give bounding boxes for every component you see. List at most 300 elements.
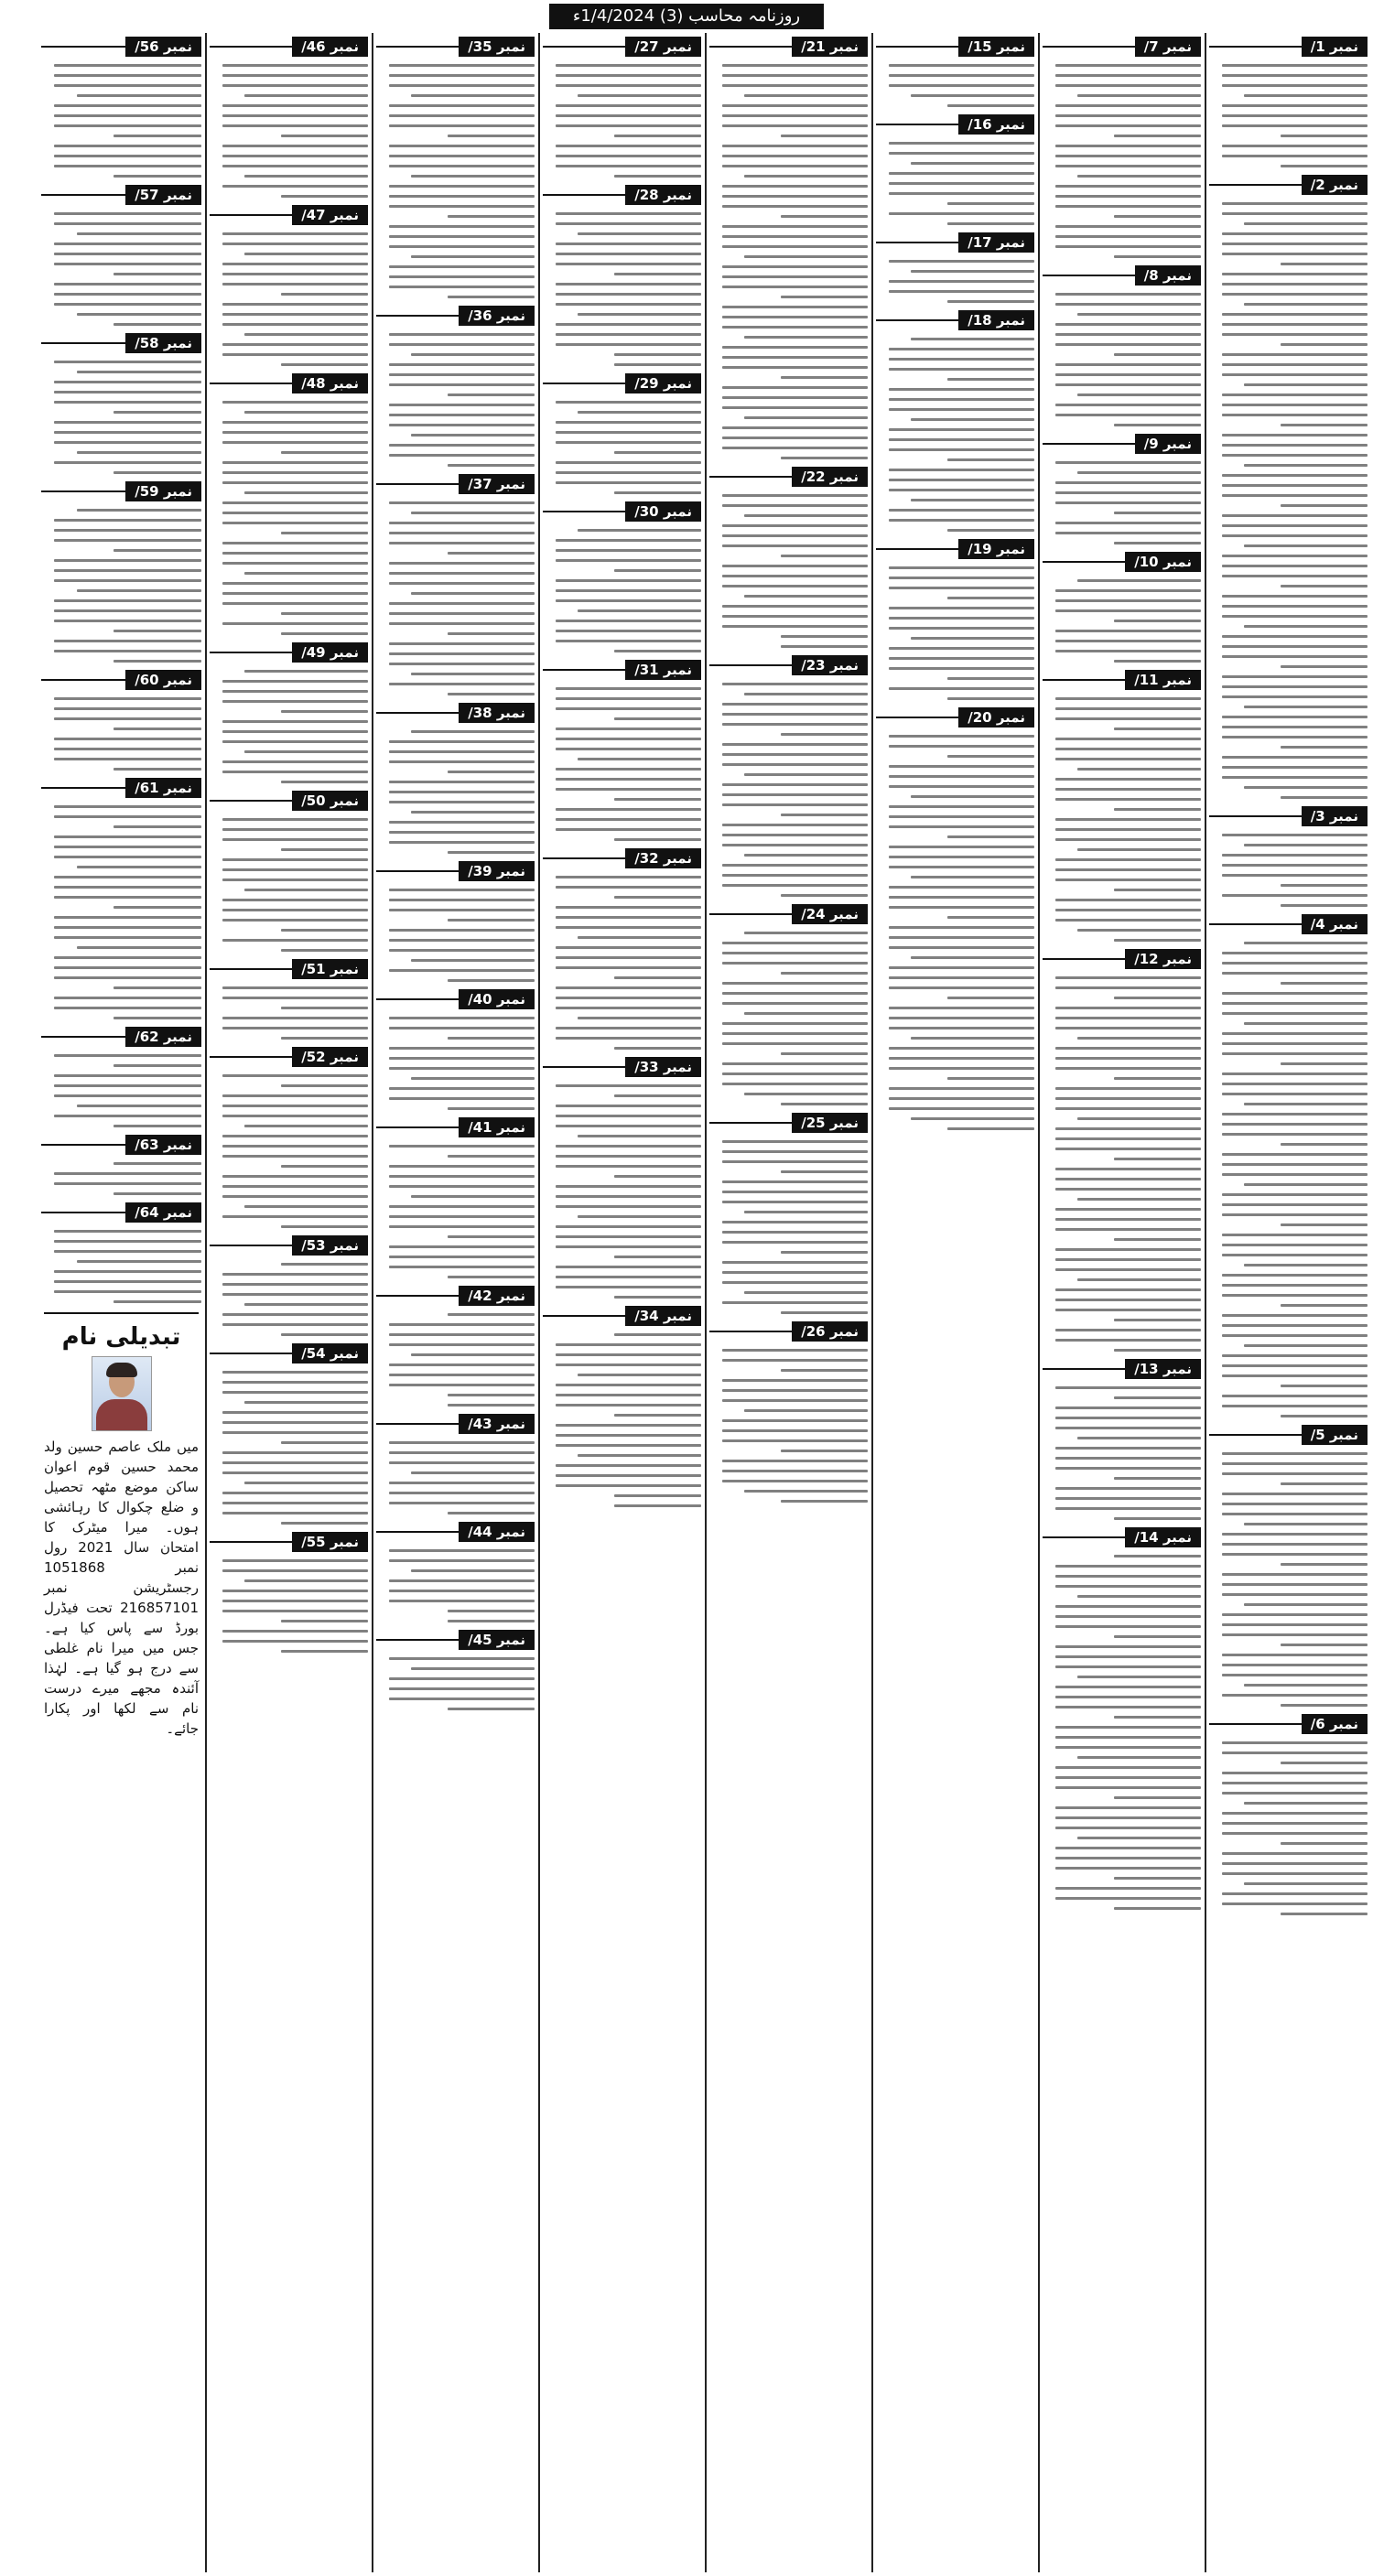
news-column [205,33,371,2572]
text-line [722,884,868,887]
item-text-block [41,64,201,178]
text-line [1222,1654,1368,1656]
text-line [54,431,201,434]
text-line [222,828,368,831]
text-line [54,1240,201,1243]
text-line [54,846,201,848]
text-line [389,404,535,406]
text-line [54,64,201,67]
news-item [41,185,201,326]
text-line [1281,1223,1368,1226]
news-item [1043,1359,1201,1520]
text-line [1222,1902,1368,1905]
text-line [1055,1248,1201,1251]
text-line [889,946,1034,949]
text-line [947,677,1034,680]
item-label-bar [1043,265,1201,286]
text-line [1281,1062,1368,1065]
text-line [556,1394,701,1396]
text-line [77,94,202,97]
text-line [1055,1665,1201,1668]
text-line [1055,1107,1201,1110]
text-line [389,582,535,585]
applicant-photo [92,1356,152,1431]
text-line [614,1414,701,1417]
text-line [222,1371,368,1374]
text-line [614,838,701,841]
text-line [722,844,868,846]
text-line [1281,585,1368,587]
text-line [1222,434,1368,437]
item-label-bar [376,703,535,723]
text-line [556,1165,701,1168]
text-line [389,663,535,665]
text-line [1055,818,1201,821]
text-line [1077,1756,1201,1759]
label-rule [709,1122,792,1124]
text-line [1222,776,1368,779]
text-line [1055,899,1201,901]
text-line [222,155,368,157]
text-line [1222,1324,1368,1327]
text-line [54,165,201,167]
text-line [1281,665,1368,668]
text-line [1222,1364,1368,1367]
news-column [705,33,870,2572]
text-line [1055,74,1201,77]
item-label-bar [543,501,701,522]
text-line [1222,404,1368,406]
item-label-bar [376,1286,535,1306]
text-line [1055,1057,1201,1060]
text-line [1055,798,1201,801]
text-line [389,185,535,188]
text-line [54,529,201,532]
text-line [889,966,1034,969]
text-line [1222,695,1368,698]
text-line [389,602,535,605]
text-line [578,529,701,532]
text-line [1055,609,1201,612]
text-line [889,856,1034,858]
text-line [947,300,1034,303]
text-line [556,886,701,889]
item-number-tag: نمبر 12/ [1125,949,1201,969]
item-label-bar [1209,806,1368,826]
label-rule [709,664,792,666]
text-line [389,383,535,386]
text-line [1055,195,1201,198]
text-line [578,1454,701,1457]
text-line [556,1027,701,1029]
text-line [889,479,1034,481]
text-line [744,773,868,776]
item-label-bar [1043,670,1201,690]
text-line [54,114,201,117]
text-line [222,1115,368,1117]
item-text-block [376,1145,535,1278]
text-line [1055,1148,1201,1150]
text-line [889,1097,1034,1100]
text-line [1077,929,1201,932]
news-item [376,861,535,982]
item-number-tag: نمبر 59/ [125,481,201,501]
text-line [222,1421,368,1424]
text-line [1222,1213,1368,1216]
label-rule [210,1541,292,1543]
news-column [871,33,1037,2572]
label-rule [543,1315,625,1317]
news-item [876,310,1034,532]
text-line [889,448,1034,451]
news-item [41,670,201,771]
text-line [1222,1042,1368,1045]
item-text-block [709,64,868,459]
item-label-bar [543,185,701,205]
text-line [222,243,368,245]
item-text-block [210,818,368,952]
text-line [556,471,701,474]
item-number-tag: نمبر 34/ [625,1306,701,1326]
news-item [41,37,201,178]
text-line [744,336,868,339]
text-line [556,461,701,464]
text-line [1055,1288,1201,1291]
news-item [210,1532,368,1653]
item-label-bar [210,1047,368,1067]
text-line [1222,414,1368,416]
text-line [448,464,535,467]
text-line [1281,1704,1368,1707]
text-line [389,1225,535,1228]
label-rule [1043,1368,1125,1370]
text-line [389,225,535,228]
text-line [1222,972,1368,975]
label-rule [543,46,625,48]
text-line [389,1482,535,1484]
item-number-tag: نمبر 62/ [125,1027,201,1047]
item-label-bar [210,373,368,393]
item-number-tag: نمبر 17/ [958,232,1034,253]
label-rule [376,1295,459,1297]
text-line [389,939,535,942]
text-line [1222,1462,1368,1465]
text-line [222,1590,368,1592]
text-line [722,743,868,746]
news-column [538,33,704,2572]
text-line [222,760,368,763]
text-line [244,1482,368,1484]
text-line [556,986,701,989]
text-line [889,577,1034,579]
text-line [1222,834,1368,836]
news-item [376,1286,535,1407]
text-line [222,680,368,683]
item-number-tag: نمبر 64/ [125,1202,201,1223]
item-number-tag: نمبر 58/ [125,333,201,353]
text-line [889,866,1034,868]
photo-hair [106,1363,137,1377]
item-label-bar [709,904,868,924]
text-line [1244,786,1368,789]
text-line [1222,363,1368,366]
item-number-tag: نمبر 38/ [459,703,535,723]
item-text-block [41,1162,201,1195]
text-line [556,997,701,999]
text-line [389,1266,535,1268]
text-line [389,1333,535,1336]
text-line [722,286,868,288]
text-line [389,1374,535,1376]
item-label-bar [543,1306,701,1326]
text-line [947,529,1034,532]
text-line [722,504,868,507]
text-line [722,245,868,248]
text-line [722,1349,868,1352]
text-line [947,835,1034,838]
item-number-tag: نمبر 28/ [625,185,701,205]
text-line [389,1343,535,1346]
label-rule [543,511,625,512]
text-line [222,1195,368,1198]
text-line [222,1094,368,1097]
text-line [77,313,202,316]
item-text-block [210,986,368,1040]
text-line [1222,1284,1368,1287]
item-text-block [376,1657,535,1710]
text-line [389,831,535,834]
text-line [744,693,868,695]
item-text-block [210,1559,368,1653]
text-line [389,454,535,457]
text-line [222,1155,368,1158]
label-rule [210,46,292,48]
text-line [411,1195,535,1198]
text-line [1222,1163,1368,1166]
text-line [448,1037,535,1040]
text-line [781,1500,868,1503]
label-rule [1209,1434,1302,1436]
text-line [244,750,368,753]
item-text-block [41,1230,201,1303]
text-line [389,572,535,575]
text-line [222,771,368,773]
text-line [556,1266,701,1268]
item-label-bar [210,959,368,979]
text-line [244,253,368,255]
text-line [722,1419,868,1422]
item-number-tag: نمبر 49/ [292,642,368,663]
text-line [244,1125,368,1127]
item-number-tag: نمبر 20/ [958,707,1034,728]
text-line [389,1047,535,1050]
text-line [1222,212,1368,215]
text-line [222,1017,368,1019]
text-line [556,155,701,157]
text-line [722,124,868,127]
text-line [222,1323,368,1326]
text-line [1114,660,1201,663]
text-line [1077,471,1201,474]
item-text-block [1209,64,1368,167]
text-line [389,1698,535,1700]
text-line [1222,1832,1368,1835]
text-line [1222,1852,1368,1855]
text-line [1244,303,1368,306]
label-rule [709,476,792,478]
text-line [244,1205,368,1208]
text-line [556,946,701,949]
text-line [54,283,201,286]
text-line [1114,215,1201,218]
text-line [1222,1374,1368,1377]
text-line [1055,1625,1201,1628]
text-line [1055,1339,1201,1342]
text-line [1222,595,1368,598]
text-line [556,431,701,434]
text-line [114,471,201,474]
text-line [222,421,368,424]
news-item [709,1113,868,1314]
text-line [54,579,201,582]
text-line [781,296,868,298]
text-line [1055,481,1201,484]
text-line [889,438,1034,441]
text-line [1222,1573,1368,1576]
item-label-bar [709,655,868,675]
text-line [1244,1684,1368,1687]
text-line [722,615,868,618]
text-line [222,690,368,693]
text-line [556,1084,701,1087]
text-line [1077,1117,1201,1120]
item-label-bar [1043,1359,1201,1379]
text-line [54,599,201,602]
text-line [1055,976,1201,979]
text-line [556,1185,701,1188]
item-number-tag: نمبر 47/ [292,205,368,225]
text-line [556,926,701,929]
item-label-bar [1209,1425,1368,1445]
text-line [54,856,201,858]
text-line [222,730,368,733]
text-line [222,562,368,565]
news-item [376,1522,535,1622]
text-line [614,798,701,801]
item-number-tag: نمبر 35/ [459,37,535,57]
text-line [556,738,701,740]
item-number-tag: نمبر 44/ [459,1522,535,1542]
text-line [1222,645,1368,648]
text-line [448,919,535,922]
item-label-bar [41,1027,201,1047]
text-line [722,306,868,308]
text-line [389,363,535,366]
text-line [781,1052,868,1055]
text-line [244,1303,368,1306]
text-line [222,1313,368,1316]
label-rule [41,342,125,344]
text-line [281,632,368,635]
news-item [543,185,701,366]
text-line [722,165,868,167]
text-line [1222,1633,1368,1636]
text-line [1281,982,1368,985]
text-line [389,265,535,268]
item-label-bar [1043,1527,1201,1547]
text-line [1114,255,1201,258]
text-line [389,64,535,67]
text-line [54,707,201,710]
text-line [222,313,368,316]
text-line [556,1276,701,1278]
item-number-tag: نمبر 56/ [125,37,201,57]
text-line [389,889,535,891]
item-text-block [376,1017,535,1110]
news-item [210,205,368,366]
text-line [1222,605,1368,608]
text-line [389,801,535,803]
text-line [1222,1405,1368,1407]
text-line [1114,424,1201,426]
news-item [876,37,1034,107]
text-line [1281,1762,1368,1764]
text-line [389,1363,535,1366]
text-line [1222,1153,1368,1156]
text-line [1244,706,1368,708]
item-text-block [210,670,368,783]
text-line [281,1037,368,1040]
text-line [54,74,201,77]
item-number-tag: نمبر 51/ [292,959,368,979]
item-text-block [709,683,868,897]
text-line [1281,1304,1368,1307]
item-number-tag: نمبر 40/ [459,989,535,1009]
text-line [556,640,701,642]
text-line [889,348,1034,350]
text-line [114,1162,201,1165]
news-item [543,848,701,1050]
label-rule [41,1212,125,1213]
item-text-block [876,260,1034,303]
text-line [578,1374,701,1376]
text-line [911,1117,1034,1120]
text-line [947,202,1034,205]
text-line [722,265,868,268]
text-line [1244,1103,1368,1105]
text-line [1222,1782,1368,1784]
text-line [222,1502,368,1504]
text-line [222,700,368,703]
text-line [722,1271,868,1274]
text-line [1055,868,1201,871]
text-line [722,703,868,706]
text-line [781,1170,868,1173]
text-line [614,273,701,275]
item-label-bar [41,37,201,57]
text-line [722,585,868,587]
text-line [54,263,201,265]
text-line [281,949,368,952]
text-line [556,818,701,821]
text-line [1222,1113,1368,1116]
text-line [722,1460,868,1462]
text-line [389,652,535,655]
text-line [722,544,868,547]
text-line [1055,1329,1201,1331]
text-line [411,1353,535,1356]
text-line [911,876,1034,878]
